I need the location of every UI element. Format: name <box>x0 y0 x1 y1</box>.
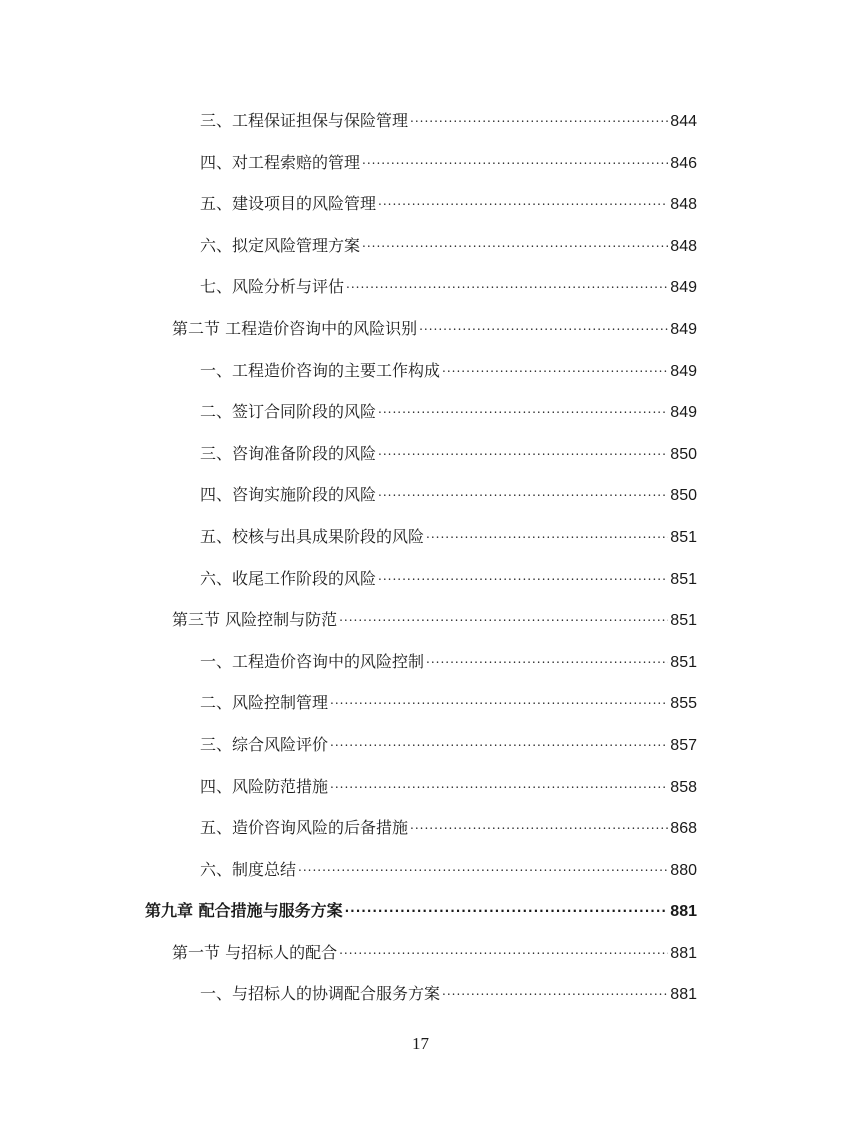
toc-dot-leader <box>378 484 668 500</box>
toc-entry-page: 857 <box>670 736 697 754</box>
toc-entry-page: 868 <box>670 820 697 838</box>
toc-entry[interactable] <box>200 641 697 683</box>
toc-dot-leader <box>378 443 668 459</box>
toc-entry-title: 五、造价咨询风险的后备措施 <box>200 818 409 838</box>
toc-entry-title: 五、校核与出具成果阶段的风险 <box>200 526 425 546</box>
toc-entry[interactable] <box>200 474 697 516</box>
toc-entry-page: 851 <box>670 570 697 588</box>
toc-entry-title: 六、收尾工作阶段的风险 <box>200 568 377 588</box>
toc-dot-leader <box>426 526 668 542</box>
toc-dot-leader <box>442 983 668 999</box>
toc-entry-page: 848 <box>670 237 697 255</box>
toc-dot-leader <box>330 734 668 750</box>
page-number: 17 <box>412 1034 429 1053</box>
toc-entry-page: 880 <box>670 861 697 879</box>
toc-dot-leader <box>378 193 668 209</box>
toc-entry[interactable] <box>200 807 697 849</box>
toc-entry-title: 三、工程保证担保与保险管理 <box>200 111 409 130</box>
toc-entry-title: 一、工程造价咨询的主要工作构成 <box>200 360 441 380</box>
toc-entry-title: 第三节 风险控制与防范 <box>172 610 338 630</box>
toc-entry-page: 851 <box>670 528 697 546</box>
toc-dot-leader <box>419 318 668 334</box>
toc-entry-page: 849 <box>670 404 697 422</box>
toc-entry-page: 851 <box>670 653 697 671</box>
toc-entry-page: 850 <box>670 445 697 463</box>
toc-entry-page: 881 <box>670 986 697 1004</box>
toc-entry-title: 四、风险防范措施 <box>200 776 329 796</box>
toc-entry-title: 七、风险分析与评估 <box>200 277 345 297</box>
toc-entry-title: 四、咨询实施阶段的风险 <box>200 485 377 505</box>
toc-entry-title: 二、签订合同阶段的风险 <box>200 402 377 422</box>
toc-chapter-entry[interactable] <box>145 890 697 932</box>
toc-entry[interactable] <box>200 183 697 225</box>
toc-entry-page: 849 <box>670 320 697 338</box>
toc-entry-title: 三、咨询准备阶段的风险 <box>200 443 377 463</box>
toc-entry-page: 849 <box>670 362 697 380</box>
toc-dot-leader <box>345 900 669 916</box>
toc-entry[interactable] <box>200 266 697 308</box>
toc-entry-title: 三、综合风险评价 <box>200 734 329 754</box>
toc-entry[interactable] <box>200 516 697 558</box>
toc-section-entry[interactable] <box>172 932 697 974</box>
toc-dot-leader <box>442 360 668 376</box>
toc-dot-leader <box>339 609 668 625</box>
toc-entry[interactable] <box>200 558 697 600</box>
toc-dot-leader <box>298 859 668 875</box>
toc-dot-leader <box>330 692 668 708</box>
toc-entry-title: 四、对工程索赔的管理 <box>200 152 361 172</box>
toc-entry-title: 第二节 工程造价咨询中的风险识别 <box>172 318 418 338</box>
toc-entry[interactable] <box>200 225 697 267</box>
toc-entry[interactable] <box>200 682 697 724</box>
toc-entry-title: 六、拟定风险管理方案 <box>200 235 361 255</box>
toc-entry-page: 881 <box>670 903 697 921</box>
toc-dot-leader <box>410 110 668 126</box>
toc-dot-leader <box>410 817 668 833</box>
toc-entry-page: 844 <box>670 113 697 130</box>
toc-dot-leader <box>339 942 668 958</box>
toc-entry[interactable] <box>200 391 697 433</box>
toc-entry[interactable] <box>200 142 697 184</box>
toc-section-entry[interactable] <box>172 308 697 350</box>
toc-dot-leader <box>330 776 668 792</box>
toc-entry-page: 849 <box>670 279 697 297</box>
toc-dot-leader <box>426 651 668 667</box>
toc-dot-leader <box>346 276 668 292</box>
toc-entry-page: 848 <box>670 196 697 214</box>
toc-entry[interactable] <box>200 849 697 891</box>
toc-entry[interactable] <box>200 766 697 808</box>
toc-entry-page: 850 <box>670 487 697 505</box>
toc-entry-page: 851 <box>670 612 697 630</box>
toc-entry-title: 一、与招标人的协调配合服务方案 <box>200 984 441 1004</box>
toc-dot-leader <box>362 152 668 168</box>
toc-entry-page: 858 <box>670 778 697 796</box>
toc-entry-title: 五、建设项目的风险管理 <box>200 194 377 214</box>
toc-entry[interactable] <box>200 100 697 142</box>
toc-entry-page: 881 <box>670 944 697 962</box>
toc-entry-title: 六、制度总结 <box>200 859 297 879</box>
toc-section-entry[interactable] <box>172 599 697 641</box>
toc-entry[interactable] <box>200 433 697 475</box>
toc-entry[interactable] <box>200 350 697 392</box>
toc-entry-title: 二、风险控制管理 <box>200 693 329 713</box>
table-of-contents <box>0 100 841 1015</box>
toc-entry-page: 846 <box>670 154 697 172</box>
toc-dot-leader <box>378 401 668 417</box>
toc-dot-leader <box>378 568 668 584</box>
toc-entry-title: 一、工程造价咨询中的风险控制 <box>200 651 425 671</box>
toc-entry-title: 第一节 与招标人的配合 <box>172 942 338 962</box>
toc-entry-page: 855 <box>670 695 697 713</box>
toc-entry[interactable] <box>200 973 697 1015</box>
toc-entry[interactable] <box>200 724 697 766</box>
toc-dot-leader <box>362 235 668 251</box>
toc-entry-title: 第九章 配合措施与服务方案 <box>145 901 343 921</box>
